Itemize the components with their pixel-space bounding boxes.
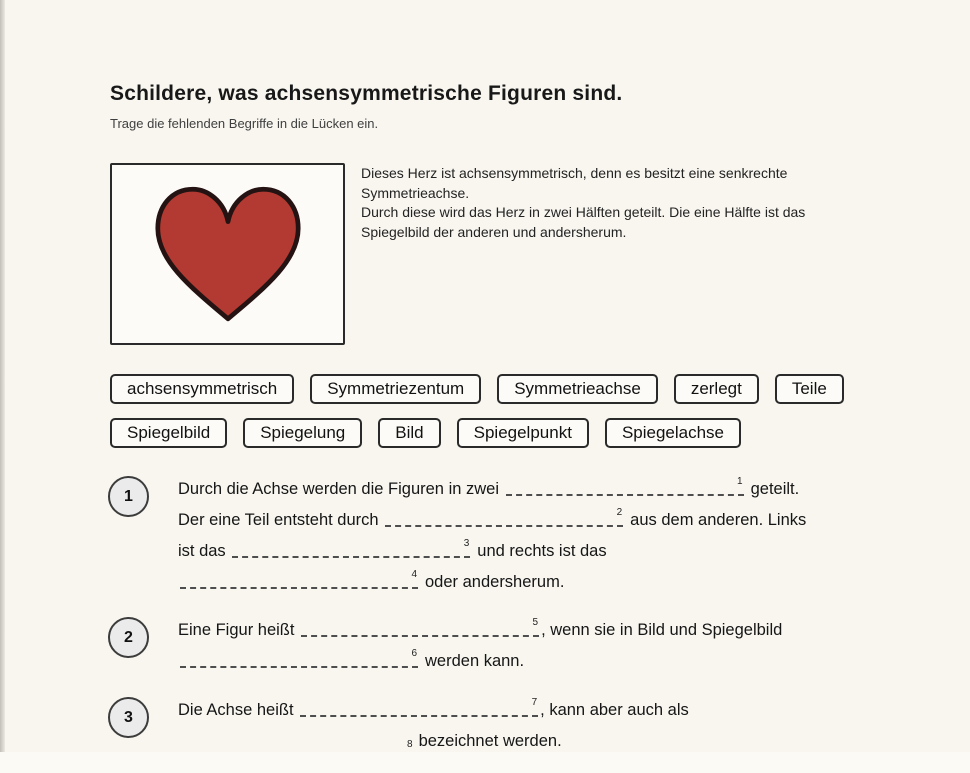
question-text: Die Achse heißt	[178, 701, 294, 719]
word-bank-row-2	[110, 418, 844, 448]
question-text: aus dem anderen. Links	[630, 511, 807, 529]
word-chip-symmetrieachse[interactable]: Symmetrieachse	[497, 374, 658, 404]
blank-6-number: 6	[411, 648, 417, 659]
question-text: geteilt.	[750, 480, 800, 498]
page-subtitle: Trage die fehlenden Begriffe in die Lücken ein.	[110, 116, 379, 131]
question-text: oder andersherum.	[425, 573, 565, 591]
heart-icon	[147, 174, 309, 334]
question-text: Der eine Teil entsteht durch	[178, 511, 379, 529]
question-text: Durch die Achse werden die Figuren in zwei	[178, 480, 500, 498]
question-text: werden kann.	[425, 652, 525, 670]
word-bank	[110, 374, 844, 462]
word-chip-achsensymmetrisch[interactable]: achsensymmetrisch	[110, 374, 294, 404]
example-line: Dieses Herz ist achsensymmetrisch, denn es besitzt eine senkrechte	[361, 165, 788, 181]
blank-2-number: 2	[616, 507, 623, 518]
word-chip-spiegelpunkt[interactable]: Spiegelpunkt	[457, 418, 589, 448]
blank-6[interactable]	[180, 648, 418, 668]
question-2-text	[178, 615, 888, 677]
example-description	[361, 164, 805, 242]
example-section	[110, 163, 805, 345]
question-3-text	[178, 695, 888, 759]
word-chip-zerlegt[interactable]: zerlegt	[674, 374, 759, 404]
example-line: Durch diese wird das Herz in zwei Hälften geteilt. Die eine Hälfte ist das	[361, 204, 806, 220]
blank-1[interactable]	[506, 476, 744, 496]
example-line: Spiegelbild der anderen und andersherum.	[361, 223, 627, 240]
word-chip-spiegelachse[interactable]: Spiegelachse	[605, 418, 741, 448]
question-1-number: 1	[108, 476, 149, 517]
word-chip-teile[interactable]: Teile	[775, 374, 844, 404]
blank-5-number: 5	[532, 617, 539, 628]
word-chip-bild[interactable]: Bild	[378, 418, 440, 448]
question-3-number: 3	[108, 697, 149, 738]
question-1-text	[178, 474, 888, 598]
question-text: Eine Figur heißt	[178, 621, 295, 639]
question-text: ist das	[178, 542, 226, 560]
question-text: , wenn sie in Bild und Spiegelbild	[541, 621, 783, 639]
heart-image-box	[110, 163, 345, 345]
blank-2[interactable]	[385, 507, 623, 527]
blank-3-number: 3	[463, 538, 470, 549]
blank-7-number: 7	[531, 697, 538, 708]
question-2	[108, 615, 888, 677]
question-text: bezeichnet werden.	[418, 732, 562, 750]
word-chip-spiegelung[interactable]: Spiegelung	[243, 418, 362, 448]
example-line: Symmetrieachse.	[361, 184, 470, 201]
question-text: und rechts ist das	[477, 542, 607, 560]
word-bank-row-1	[110, 374, 844, 404]
blank-5[interactable]	[301, 617, 539, 637]
question-1	[108, 474, 888, 598]
blank-8-number: 8	[407, 739, 413, 750]
blank-4[interactable]	[180, 569, 418, 589]
blank-4-number: 4	[411, 569, 417, 580]
blank-7[interactable]	[300, 697, 538, 717]
blank-8[interactable]	[407, 726, 888, 759]
page-left-edge	[0, 0, 5, 752]
word-chip-symmetriezentum[interactable]: Symmetriezentum	[310, 374, 481, 404]
question-2-number: 2	[108, 617, 149, 658]
word-chip-spiegelbild[interactable]: Spiegelbild	[110, 418, 227, 448]
question-text: , kann aber auch als	[540, 701, 689, 719]
page-title: Schildere, was achsensymmetrische Figuren sind.	[110, 82, 623, 105]
blank-3[interactable]	[232, 538, 470, 558]
blank-1-number: 1	[737, 476, 743, 487]
question-3	[108, 695, 888, 759]
